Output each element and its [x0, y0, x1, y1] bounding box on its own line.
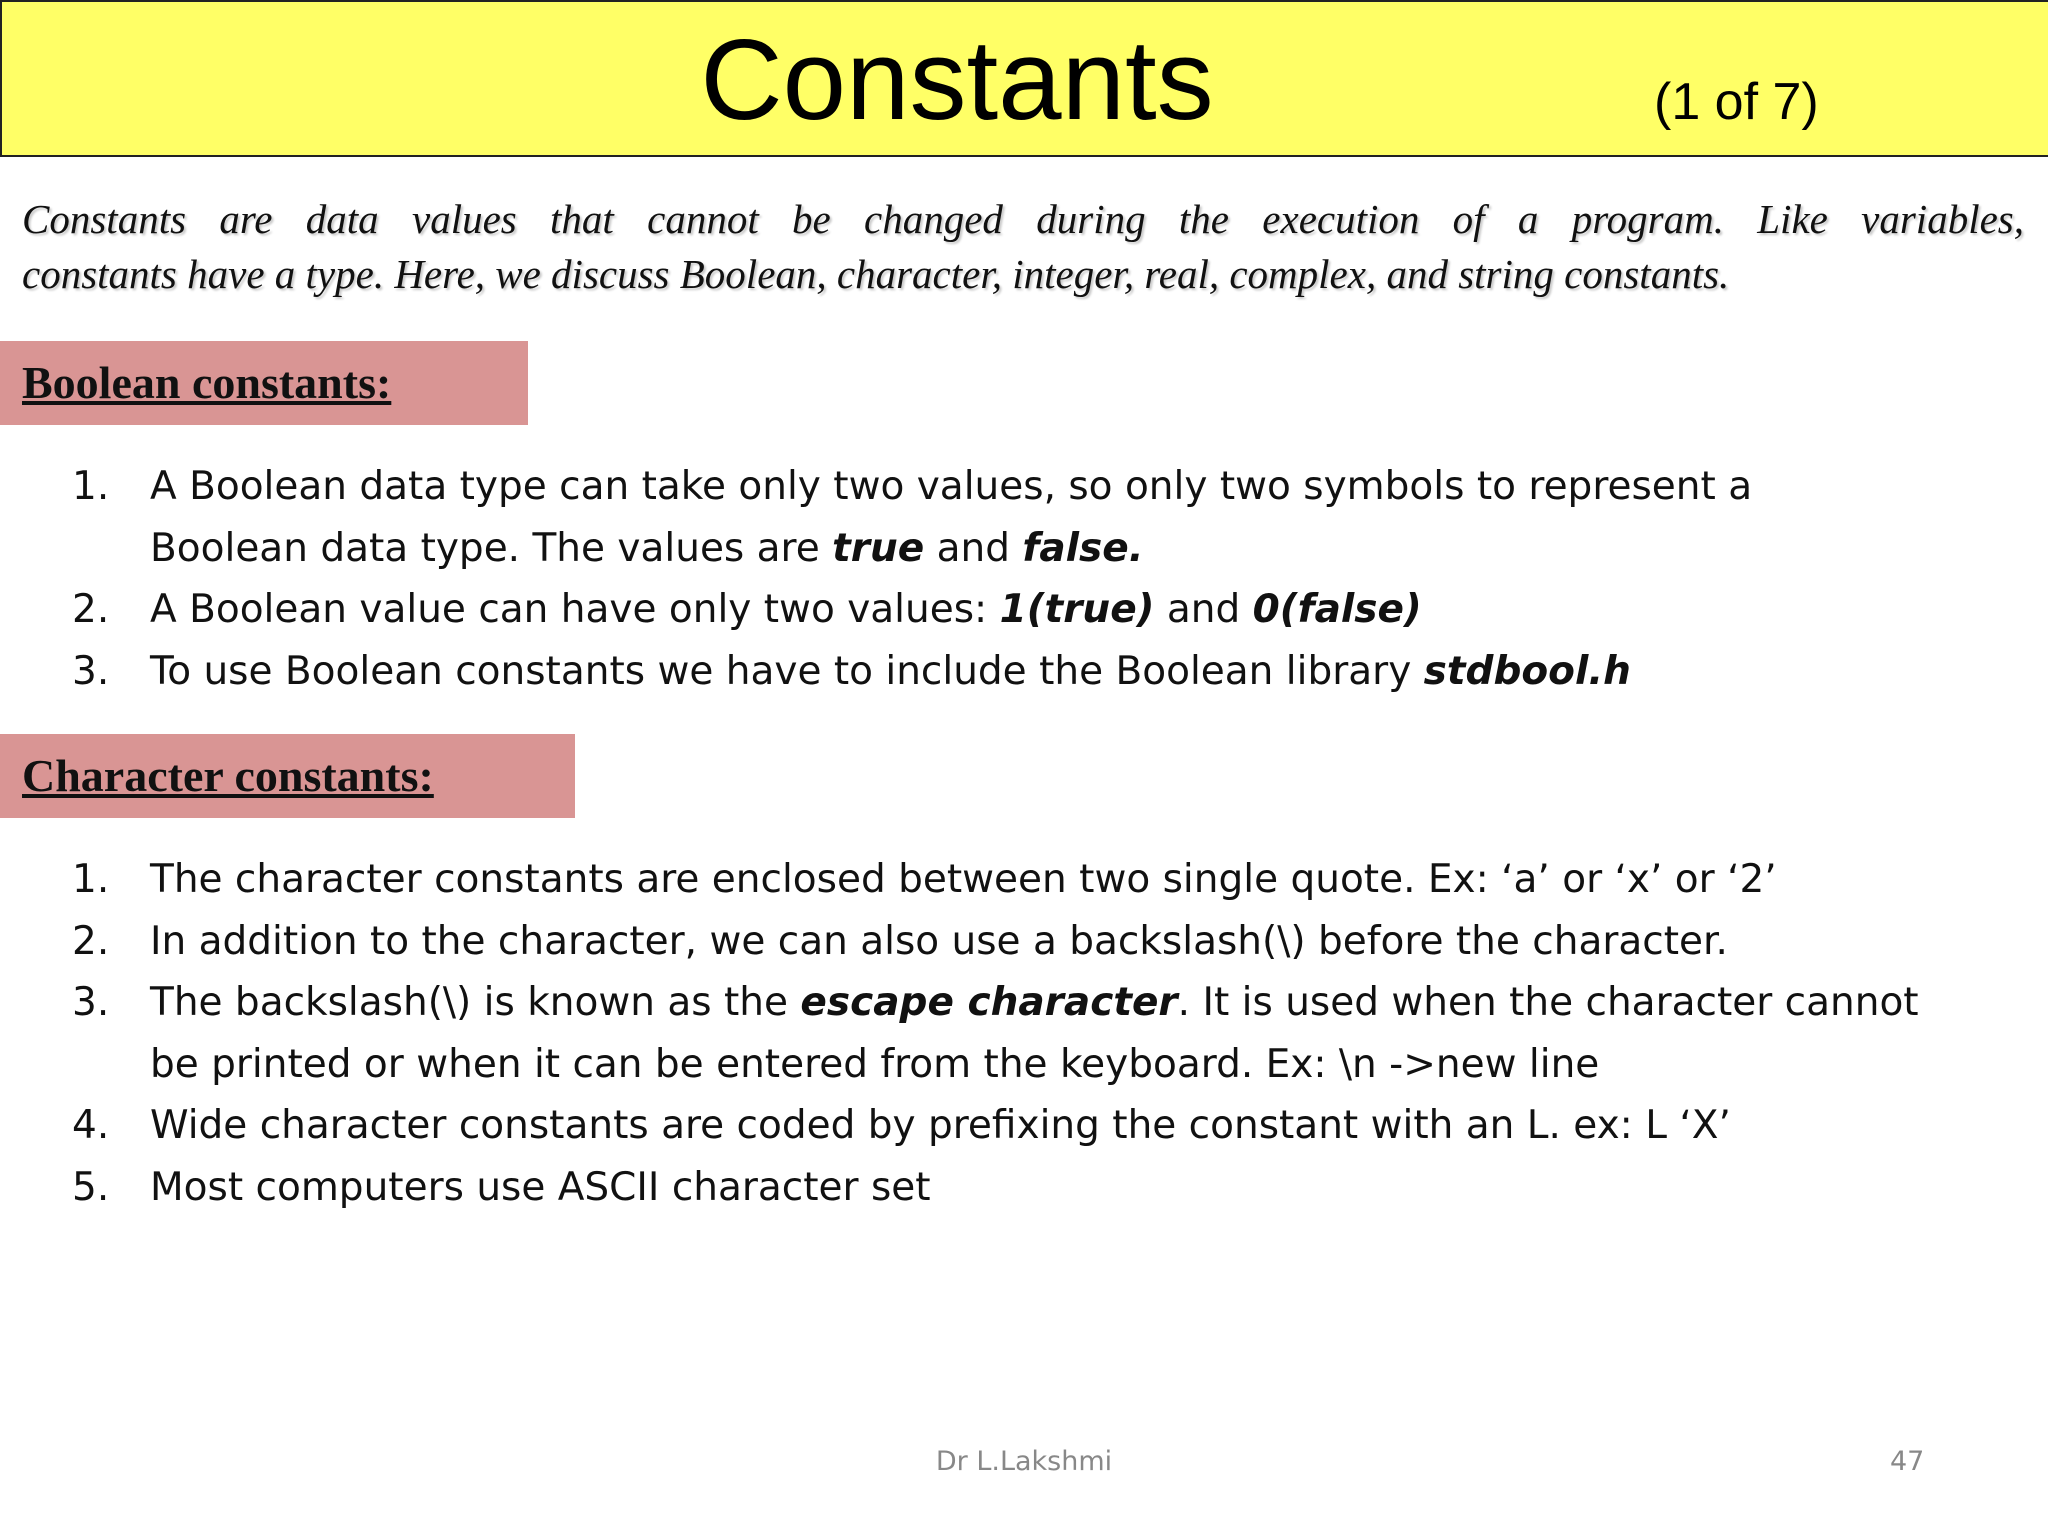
- list-item: [0, 911, 1919, 973]
- list-number: 5.: [72, 1164, 110, 1210]
- list-number: 1.: [72, 857, 110, 902]
- character-constants-list: [0, 849, 1919, 1218]
- list-item-text: be printed or when it can be entered from the keyboard. Ex: \n ->new line: [150, 1041, 1600, 1087]
- list-number: 2.: [72, 587, 110, 632]
- list-item: [0, 641, 1752, 703]
- slide-part-indicator: (1 of 7): [1654, 73, 1819, 131]
- list-number: 2.: [72, 918, 110, 964]
- list-item: [0, 579, 1752, 641]
- list-item-text: and: [924, 525, 1023, 571]
- intro-line-2: constants have a type. Here, we discuss Boolean, character, integer, real, complex, and string constants.: [22, 251, 1730, 297]
- boolean-constants-heading: Boolean constants:: [22, 357, 392, 408]
- list-item-text: A Boolean value can have only two values:: [150, 587, 1000, 632]
- boolean-constants-heading-box: [0, 341, 528, 425]
- list-item-text: . It is used when the character cannot: [1177, 980, 1919, 1025]
- emphasis-text: stdbool.h: [1423, 648, 1631, 694]
- emphasis-text: escape character: [800, 980, 1178, 1025]
- emphasis-text: true: [832, 525, 925, 571]
- list-item: [0, 972, 1919, 1095]
- list-item-text: Wide character constants are coded by prefixing the constant with an L. ex: L ‘X’: [150, 1103, 1731, 1148]
- footer-author: Dr L.Lakshmi: [935, 1446, 1113, 1477]
- intro-paragraph: [22, 192, 2024, 302]
- list-item-text: The backslash(\) is known as the: [150, 980, 801, 1025]
- intro-line-1: Constants are data values that cannot be changed during the execution of a program. Like variables,: [22, 196, 2024, 242]
- list-number: 3.: [72, 980, 110, 1025]
- boolean-constants-list: [0, 456, 1752, 702]
- emphasis-text: false.: [1022, 525, 1144, 571]
- emphasis-text: 0(false): [1252, 587, 1422, 632]
- list-item-text: To use Boolean constants we have to include the Boolean library: [150, 648, 1424, 694]
- list-item-text: In addition to the character, we can also use a backslash(\) before the character.: [150, 918, 1728, 964]
- list-item: [0, 456, 1752, 579]
- list-item: [0, 1095, 1919, 1157]
- list-item-text: and: [1154, 587, 1253, 632]
- character-constants-heading-box: [0, 734, 575, 818]
- list-number: 1.: [72, 464, 110, 509]
- list-item-text: The character constants are enclosed between two single quote. Ex: ‘a’ or ‘x’ or ‘2’: [150, 857, 1777, 902]
- list-number: 3.: [72, 648, 110, 694]
- emphasis-text: 1(true): [999, 587, 1155, 632]
- list-item-text: A Boolean data type can take only two values, so only two symbols to represent a: [150, 464, 1753, 509]
- slide-number: 47: [1890, 1446, 1925, 1477]
- character-constants-heading: Character constants:: [22, 750, 434, 801]
- title-bar: [0, 0, 2048, 157]
- list-item-text: Boolean data type. The values are: [150, 525, 833, 571]
- list-item: [0, 1157, 1919, 1219]
- slide-title: Constants: [700, 17, 1214, 144]
- list-item-text: Most computers use ASCII character set: [150, 1164, 931, 1210]
- list-item: [0, 849, 1919, 911]
- list-number: 4.: [72, 1103, 110, 1148]
